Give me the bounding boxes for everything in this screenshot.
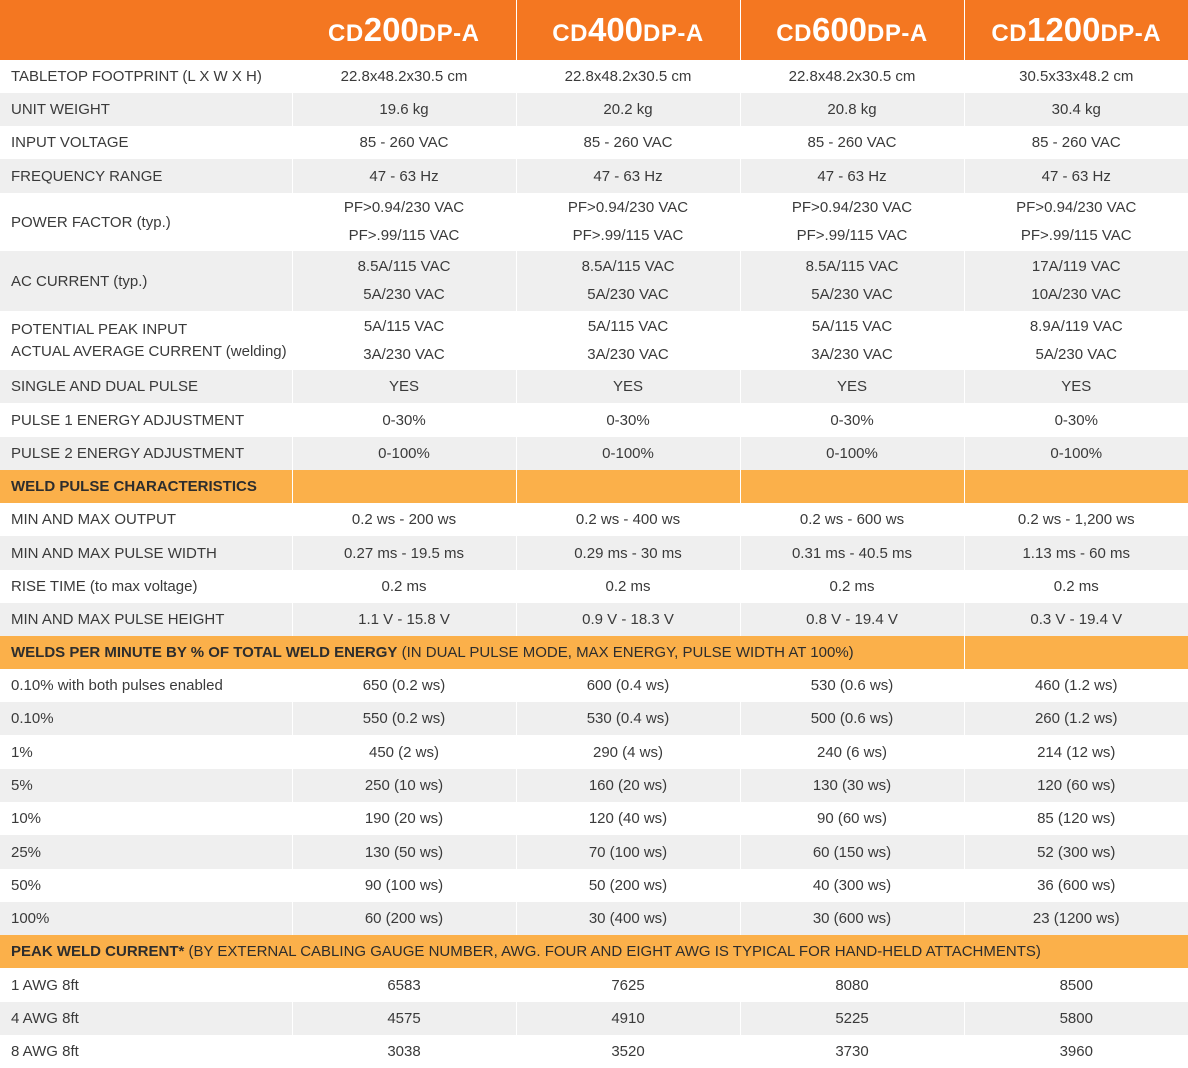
row-label: FREQUENCY RANGE: [0, 159, 292, 193]
cell-value: 500 (0.6 ws): [740, 702, 964, 735]
cell-value: [740, 193, 964, 251]
cell-line: 5A/230 VAC: [811, 286, 893, 303]
row-label: TABLETOP FOOTPRINT (L X W X H): [0, 60, 292, 93]
cell-line: 3A/230 VAC: [811, 345, 893, 363]
cell-value: 0-30%: [964, 403, 1188, 437]
cell-value: 0-100%: [964, 437, 1188, 470]
row-label: MIN AND MAX PULSE HEIGHT: [0, 603, 292, 636]
cell-value: 85 - 260 VAC: [740, 126, 964, 159]
cell-value: 20.2 kg: [516, 93, 740, 126]
label-line: ACTUAL AVERAGE CURRENT (welding): [11, 342, 287, 360]
cell-line: 3A/230 VAC: [363, 345, 445, 363]
cell-line: 8.9A/119 VAC: [1029, 317, 1123, 335]
cell-value: 0.8 V - 19.4 V: [740, 603, 964, 636]
cell-value: 22.8x48.2x30.5 cm: [516, 60, 740, 93]
cell-value: YES: [292, 370, 516, 403]
model-header-row: [0, 0, 1188, 60]
table-row: [0, 536, 1188, 570]
cell-value: 5225: [740, 1002, 964, 1035]
cell-value: 19.6 kg: [292, 93, 516, 126]
cell-value: [292, 311, 516, 370]
cell-value: 0.2 ms: [740, 570, 964, 603]
cell-value: 550 (0.2 ws): [292, 702, 516, 735]
cell-value: 50 (200 ws): [516, 869, 740, 902]
table-row: [0, 968, 1188, 1002]
model-cd1200dp-a: CD1200DP-A: [964, 0, 1188, 60]
cell-value: 6583: [292, 968, 516, 1002]
cell-value: 0-30%: [292, 403, 516, 437]
cell-value: 0-30%: [516, 403, 740, 437]
cell-line: PF>.99/115 VAC: [1020, 227, 1132, 244]
row-label: 25%: [0, 835, 292, 869]
table-row: [0, 311, 1188, 370]
row-label: 50%: [0, 869, 292, 902]
cell-line: PF>0.94/230 VAC: [791, 199, 913, 216]
cell-value: 0.2 ws - 200 ws: [292, 503, 516, 536]
cell-value: 214 (12 ws): [964, 735, 1188, 769]
cell-line: 8.5A/115 VAC: [357, 258, 451, 275]
row-label: 0.10% with both pulses enabled: [0, 669, 292, 702]
section-fill: [964, 470, 1188, 503]
section-fill: [292, 470, 516, 503]
cell-value: 120 (40 ws): [516, 802, 740, 835]
section-header-peak-current: [0, 935, 1188, 968]
cell-value: 600 (0.4 ws): [516, 669, 740, 702]
cell-value: 30 (400 ws): [516, 902, 740, 935]
cell-value: 0-100%: [516, 437, 740, 470]
cell-value: 47 - 63 Hz: [292, 159, 516, 193]
section-note: (IN DUAL PULSE MODE, MAX ENERGY, PULSE WIDTH AT 100%): [397, 644, 854, 661]
table-row: [0, 370, 1188, 403]
section-fill: [516, 470, 740, 503]
row-label: 5%: [0, 769, 292, 802]
row-label: RISE TIME (to max voltage): [0, 570, 292, 603]
cell-value: 4575: [292, 1002, 516, 1035]
cell-line: 5A/115 VAC: [587, 317, 669, 335]
label-line: POTENTIAL PEAK INPUT: [11, 320, 188, 338]
table-row: [0, 126, 1188, 159]
row-label: 4 AWG 8ft: [0, 1002, 292, 1035]
cell-value: [964, 193, 1188, 251]
cell-value: 190 (20 ws): [292, 802, 516, 835]
cell-value: 60 (200 ws): [292, 902, 516, 935]
row-label: MIN AND MAX OUTPUT: [0, 503, 292, 536]
cell-line: 5A/230 VAC: [1035, 345, 1117, 363]
row-label: POWER FACTOR (typ.): [0, 193, 292, 251]
cell-value: YES: [964, 370, 1188, 403]
cell-value: 460 (1.2 ws): [964, 669, 1188, 702]
section-note: (BY EXTERNAL CABLING GAUGE NUMBER, AWG. FOUR AND EIGHT AWG IS TYPICAL FOR HAND-HELD ATTACHMENTS): [184, 943, 1041, 960]
cell-value: 85 (120 ws): [964, 802, 1188, 835]
row-label: 0.10%: [0, 702, 292, 735]
cell-value: 0.9 V - 18.3 V: [516, 603, 740, 636]
cell-value: 0.27 ms - 19.5 ms: [292, 536, 516, 570]
cell-line: 10A/230 VAC: [1031, 286, 1122, 303]
table-row: [0, 60, 1188, 93]
row-label: PULSE 1 ENERGY ADJUSTMENT: [0, 403, 292, 437]
cell-line: 5A/230 VAC: [363, 286, 445, 303]
cell-value: 90 (100 ws): [292, 869, 516, 902]
cell-value: [292, 251, 516, 311]
cell-value: 530 (0.4 ws): [516, 702, 740, 735]
cell-value: 52 (300 ws): [964, 835, 1188, 869]
row-label: 1%: [0, 735, 292, 769]
cell-value: 530 (0.6 ws): [740, 669, 964, 702]
cell-line: 8.5A/115 VAC: [581, 258, 675, 275]
cell-value: 3960: [964, 1035, 1188, 1068]
cell-value: 0.2 ms: [516, 570, 740, 603]
cell-value: 70 (100 ws): [516, 835, 740, 869]
cell-value: [964, 311, 1188, 370]
section-title: WELD PULSE CHARACTERISTICS: [0, 470, 292, 503]
cell-value: [964, 251, 1188, 311]
cell-line: PF>0.94/230 VAC: [1016, 199, 1137, 216]
cell-value: 85 - 260 VAC: [516, 126, 740, 159]
cell-value: 30.5x33x48.2 cm: [964, 60, 1188, 93]
section-title-text: PEAK WELD CURRENT*: [11, 943, 185, 960]
table-row: [0, 570, 1188, 603]
model-cd600dp-a: CD600DP-A: [740, 0, 964, 60]
cell-line: 17A/119 VAC: [1031, 258, 1121, 275]
table-row: [0, 1035, 1188, 1068]
section-header-weld-pulse: [0, 470, 1188, 503]
section-title-text: WELDS PER MINUTE BY % OF TOTAL WELD ENERGY: [11, 644, 398, 661]
cell-value: 36 (600 ws): [964, 869, 1188, 902]
cell-value: 0.2 ws - 1,200 ws: [964, 503, 1188, 536]
table-row: [0, 503, 1188, 536]
table-row: [0, 437, 1188, 470]
cell-value: 40 (300 ws): [740, 869, 964, 902]
table-row: [0, 769, 1188, 802]
cell-value: 3730: [740, 1035, 964, 1068]
table-row: [0, 835, 1188, 869]
cell-value: [516, 193, 740, 251]
row-label: PULSE 2 ENERGY ADJUSTMENT: [0, 437, 292, 470]
cell-line: PF>0.94/230 VAC: [343, 199, 465, 216]
row-label: 100%: [0, 902, 292, 935]
row-label: UNIT WEIGHT: [0, 93, 292, 126]
cell-value: 60 (150 ws): [740, 835, 964, 869]
section-fill: [964, 636, 1188, 669]
cell-line: 5A/115 VAC: [811, 317, 893, 335]
cell-value: 240 (6 ws): [740, 735, 964, 769]
table-row: [0, 902, 1188, 935]
cell-value: 260 (1.2 ws): [964, 702, 1188, 735]
table-row: [0, 403, 1188, 437]
cell-value: [740, 311, 964, 370]
table-row: [0, 159, 1188, 193]
cell-line: PF>.99/115 VAC: [572, 227, 684, 244]
cell-line: 3A/230 VAC: [587, 345, 669, 363]
table-row: [0, 193, 1188, 251]
cell-value: 3520: [516, 1035, 740, 1068]
table-row: [0, 669, 1188, 702]
table-row: [0, 93, 1188, 126]
cell-line: PF>0.94/230 VAC: [567, 199, 689, 216]
cell-value: 85 - 260 VAC: [292, 126, 516, 159]
cell-value: 130 (30 ws): [740, 769, 964, 802]
cell-line: 8.5A/115 VAC: [805, 258, 899, 275]
section-fill: [740, 470, 964, 503]
cell-value: 0-100%: [740, 437, 964, 470]
table-row: [0, 735, 1188, 769]
cell-value: 0.2 ws - 600 ws: [740, 503, 964, 536]
cell-value: 0.2 ms: [292, 570, 516, 603]
model-cd200dp-a: CD200DP-A: [292, 0, 516, 60]
cell-value: 0.31 ms - 40.5 ms: [740, 536, 964, 570]
cell-value: [516, 251, 740, 311]
cell-value: 290 (4 ws): [516, 735, 740, 769]
section-header-welds-per-minute: [0, 636, 1188, 669]
cell-value: 250 (10 ws): [292, 769, 516, 802]
cell-value: 47 - 63 Hz: [740, 159, 964, 193]
cell-value: 1.1 V - 15.8 V: [292, 603, 516, 636]
row-label: 10%: [0, 802, 292, 835]
cell-value: 8500: [964, 968, 1188, 1002]
cell-line: PF>.99/115 VAC: [796, 227, 908, 244]
row-label: SINGLE AND DUAL PULSE: [0, 370, 292, 403]
table-row: [0, 802, 1188, 835]
cell-value: 0.29 ms - 30 ms: [516, 536, 740, 570]
row-label: 8 AWG 8ft: [0, 1035, 292, 1068]
cell-value: 130 (50 ws): [292, 835, 516, 869]
cell-line: 5A/230 VAC: [587, 286, 669, 303]
cell-value: 23 (1200 ws): [964, 902, 1188, 935]
cell-value: [740, 251, 964, 311]
cell-value: 1.13 ms - 60 ms: [964, 536, 1188, 570]
cell-line: 5A/115 VAC: [363, 317, 445, 335]
header-blank-cell: [0, 0, 292, 60]
cell-line: PF>.99/115 VAC: [348, 227, 460, 244]
cell-value: 120 (60 ws): [964, 769, 1188, 802]
cell-value: 0-30%: [740, 403, 964, 437]
cell-value: 0.3 V - 19.4 V: [964, 603, 1188, 636]
row-label: AC CURRENT (typ.): [0, 251, 292, 311]
cell-value: 20.8 kg: [740, 93, 964, 126]
cell-value: [516, 311, 740, 370]
row-label: INPUT VOLTAGE: [0, 126, 292, 159]
cell-value: 85 - 260 VAC: [964, 126, 1188, 159]
table-row: [0, 702, 1188, 735]
table-row: [0, 869, 1188, 902]
cell-value: 0-100%: [292, 437, 516, 470]
cell-value: 0.2 ms: [964, 570, 1188, 603]
row-label: 1 AWG 8ft: [0, 968, 292, 1002]
cell-value: 7625: [516, 968, 740, 1002]
table-row: [0, 251, 1188, 311]
cell-value: 30 (600 ws): [740, 902, 964, 935]
table-row: [0, 1002, 1188, 1035]
cell-value: 47 - 63 Hz: [516, 159, 740, 193]
cell-value: 4910: [516, 1002, 740, 1035]
table-row: [0, 603, 1188, 636]
cell-value: 160 (20 ws): [516, 769, 740, 802]
section-title: [0, 935, 1188, 968]
cell-value: 22.8x48.2x30.5 cm: [740, 60, 964, 93]
cell-value: YES: [740, 370, 964, 403]
section-title: [0, 636, 964, 669]
cell-value: 90 (60 ws): [740, 802, 964, 835]
cell-value: [292, 193, 516, 251]
cell-value: 0.2 ws - 400 ws: [516, 503, 740, 536]
cell-value: 47 - 63 Hz: [964, 159, 1188, 193]
cell-value: 8080: [740, 968, 964, 1002]
cell-value: 22.8x48.2x30.5 cm: [292, 60, 516, 93]
cell-value: YES: [516, 370, 740, 403]
cell-value: 3038: [292, 1035, 516, 1068]
model-cd400dp-a: CD400DP-A: [516, 0, 740, 60]
cell-value: 5800: [964, 1002, 1188, 1035]
row-label: [0, 311, 292, 370]
cell-value: 450 (2 ws): [292, 735, 516, 769]
cell-value: 650 (0.2 ws): [292, 669, 516, 702]
row-label: MIN AND MAX PULSE WIDTH: [0, 536, 292, 570]
cell-value: 30.4 kg: [964, 93, 1188, 126]
